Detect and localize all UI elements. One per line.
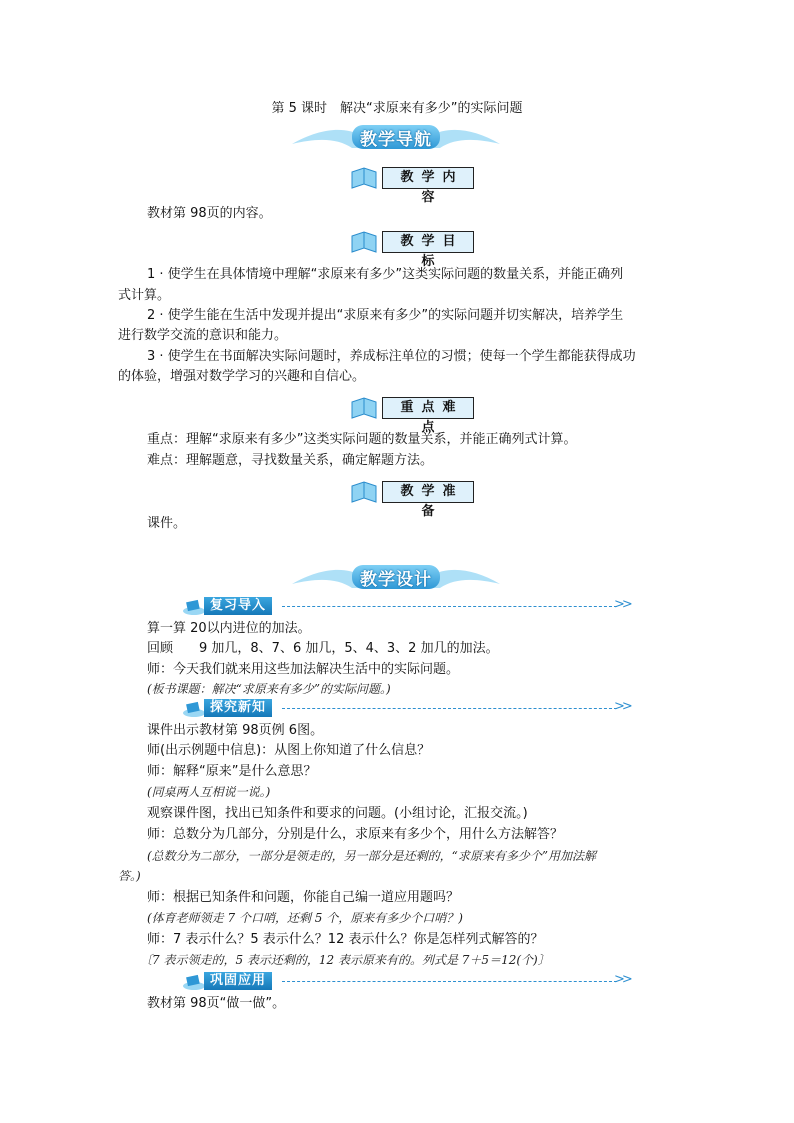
goal-3-line-2: 的体验，增强对数学学习的兴趣和自信心。 — [118, 369, 366, 384]
section-label: 巩固应用 — [204, 972, 272, 990]
heading-teaching-content — [350, 166, 480, 205]
book-stack-icon — [182, 598, 206, 616]
goal-1-line-1: 1 · 使学生在具体情境中理解“求原来有多少”这类实际问题的数量关系，并能正确列 — [147, 267, 624, 282]
content-text: 教材第 98页的内容。 — [147, 206, 272, 221]
dashed-divider — [282, 708, 617, 709]
section-label: 复习导入 — [204, 597, 272, 615]
heading-label: 教学准备 — [400, 484, 464, 519]
heading-label: 教学目标 — [400, 234, 464, 269]
explore-note-4: 〔7 表示领走的，5 表示还剩的，12 表示原来有的。列式是 7＋5＝12(个)〕 — [140, 953, 550, 967]
review-line-2: 回顾 9 加几，8、7、6 加几，5、4、3、2 加几的加法。 — [147, 641, 499, 656]
heading-box — [382, 167, 474, 205]
review-line-1: 算一算 20以内进位的加法。 — [147, 621, 311, 636]
heading-box — [382, 481, 474, 519]
review-note: (板书课题：解决“求原来有多少”的实际问题。) — [147, 682, 391, 696]
apply-line: 教材第 98页“做一做”。 — [147, 996, 286, 1011]
banner-teaching-nav — [290, 122, 502, 152]
goal-2-line-1: 2 · 使学生能在生活中发现并提出“求原来有多少”的实际问题并切实解决，培养学生 — [147, 308, 624, 323]
book-icon — [350, 230, 380, 254]
explore-line-6: 师：根据已知条件和问题，你能自己编一道应用题吗？ — [147, 890, 460, 905]
heading-label: 重点难点 — [400, 400, 464, 435]
dashed-divider — [282, 606, 617, 607]
heading-label: 教学内容 — [400, 170, 464, 205]
book-stack-icon — [182, 700, 206, 718]
book-icon — [350, 480, 380, 504]
section-review — [182, 596, 642, 618]
key-focus: 重点：理解“求原来有多少”这类实际问题的数量关系，并能正确列式计算。 — [147, 432, 577, 447]
explore-line-4: 观察课件图，找出已知条件和要求的问题。(小组讨论，汇报交流。) — [147, 806, 528, 821]
explore-note-2b: 答。) — [118, 869, 141, 883]
explore-line-1: 课件出示教材第 98页例 6图。 — [147, 723, 324, 738]
explore-line-5: 师：总数分为几部分，分别是什么，求原来有多少个，用什么方法解答？ — [147, 827, 564, 842]
book-icon — [350, 396, 380, 420]
double-chevron-icon: >> — [614, 597, 630, 612]
explore-note-3: (体育老师领走 7 个口哨，还剩 5 个，原来有多少个口哨？) — [147, 911, 463, 925]
explore-line-3: 师：解释“原来”是什么意思？ — [147, 764, 317, 779]
dashed-divider — [282, 981, 617, 982]
lesson-title: 第 5 课时 解决“求原来有多少”的实际问题 — [271, 101, 523, 116]
banner-title: 教学设计 — [360, 570, 432, 590]
goal-2-line-2: 进行数学交流的意识和能力。 — [118, 328, 288, 343]
prep-text: 课件。 — [147, 516, 187, 531]
key-difficulty: 难点：理解题意，寻找数量关系，确定解题方法。 — [147, 453, 434, 468]
heading-teaching-goals — [350, 230, 480, 269]
double-chevron-icon: >> — [614, 972, 630, 987]
section-apply — [182, 971, 642, 993]
book-icon — [350, 166, 380, 190]
explore-line-7: 师：7 表示什么？5 表示什么？12 表示什么？你是怎样列式解答的？ — [147, 932, 544, 947]
heading-box — [382, 397, 474, 435]
banner-teaching-design — [290, 562, 502, 592]
book-stack-icon — [182, 973, 206, 991]
explore-line-2: 师(出示例题中信息)：从图上你知道了什么信息？ — [147, 743, 431, 758]
heading-box — [382, 231, 474, 269]
review-line-3: 师：今天我们就来用这些加法解决生活中的实际问题。 — [147, 662, 460, 677]
explore-note-1: (同桌两人互相说一说。) — [147, 785, 271, 799]
banner-title: 教学导航 — [360, 130, 432, 150]
heading-teaching-prep — [350, 480, 480, 519]
heading-key-points — [350, 396, 480, 435]
goal-1-line-2: 式计算。 — [118, 288, 171, 303]
goal-3-line-1: 3 · 使学生在书面解决实际问题时，养成标注单位的习惯；使每一个学生都能获得成功 — [147, 349, 636, 364]
section-explore — [182, 698, 642, 720]
double-chevron-icon: >> — [614, 699, 630, 714]
section-label: 探究新知 — [204, 699, 272, 717]
explore-note-2a: (总数分为二部分，一部分是领走的，另一部分是还剩的，“求原来有多少个”用加法解 — [147, 849, 596, 863]
